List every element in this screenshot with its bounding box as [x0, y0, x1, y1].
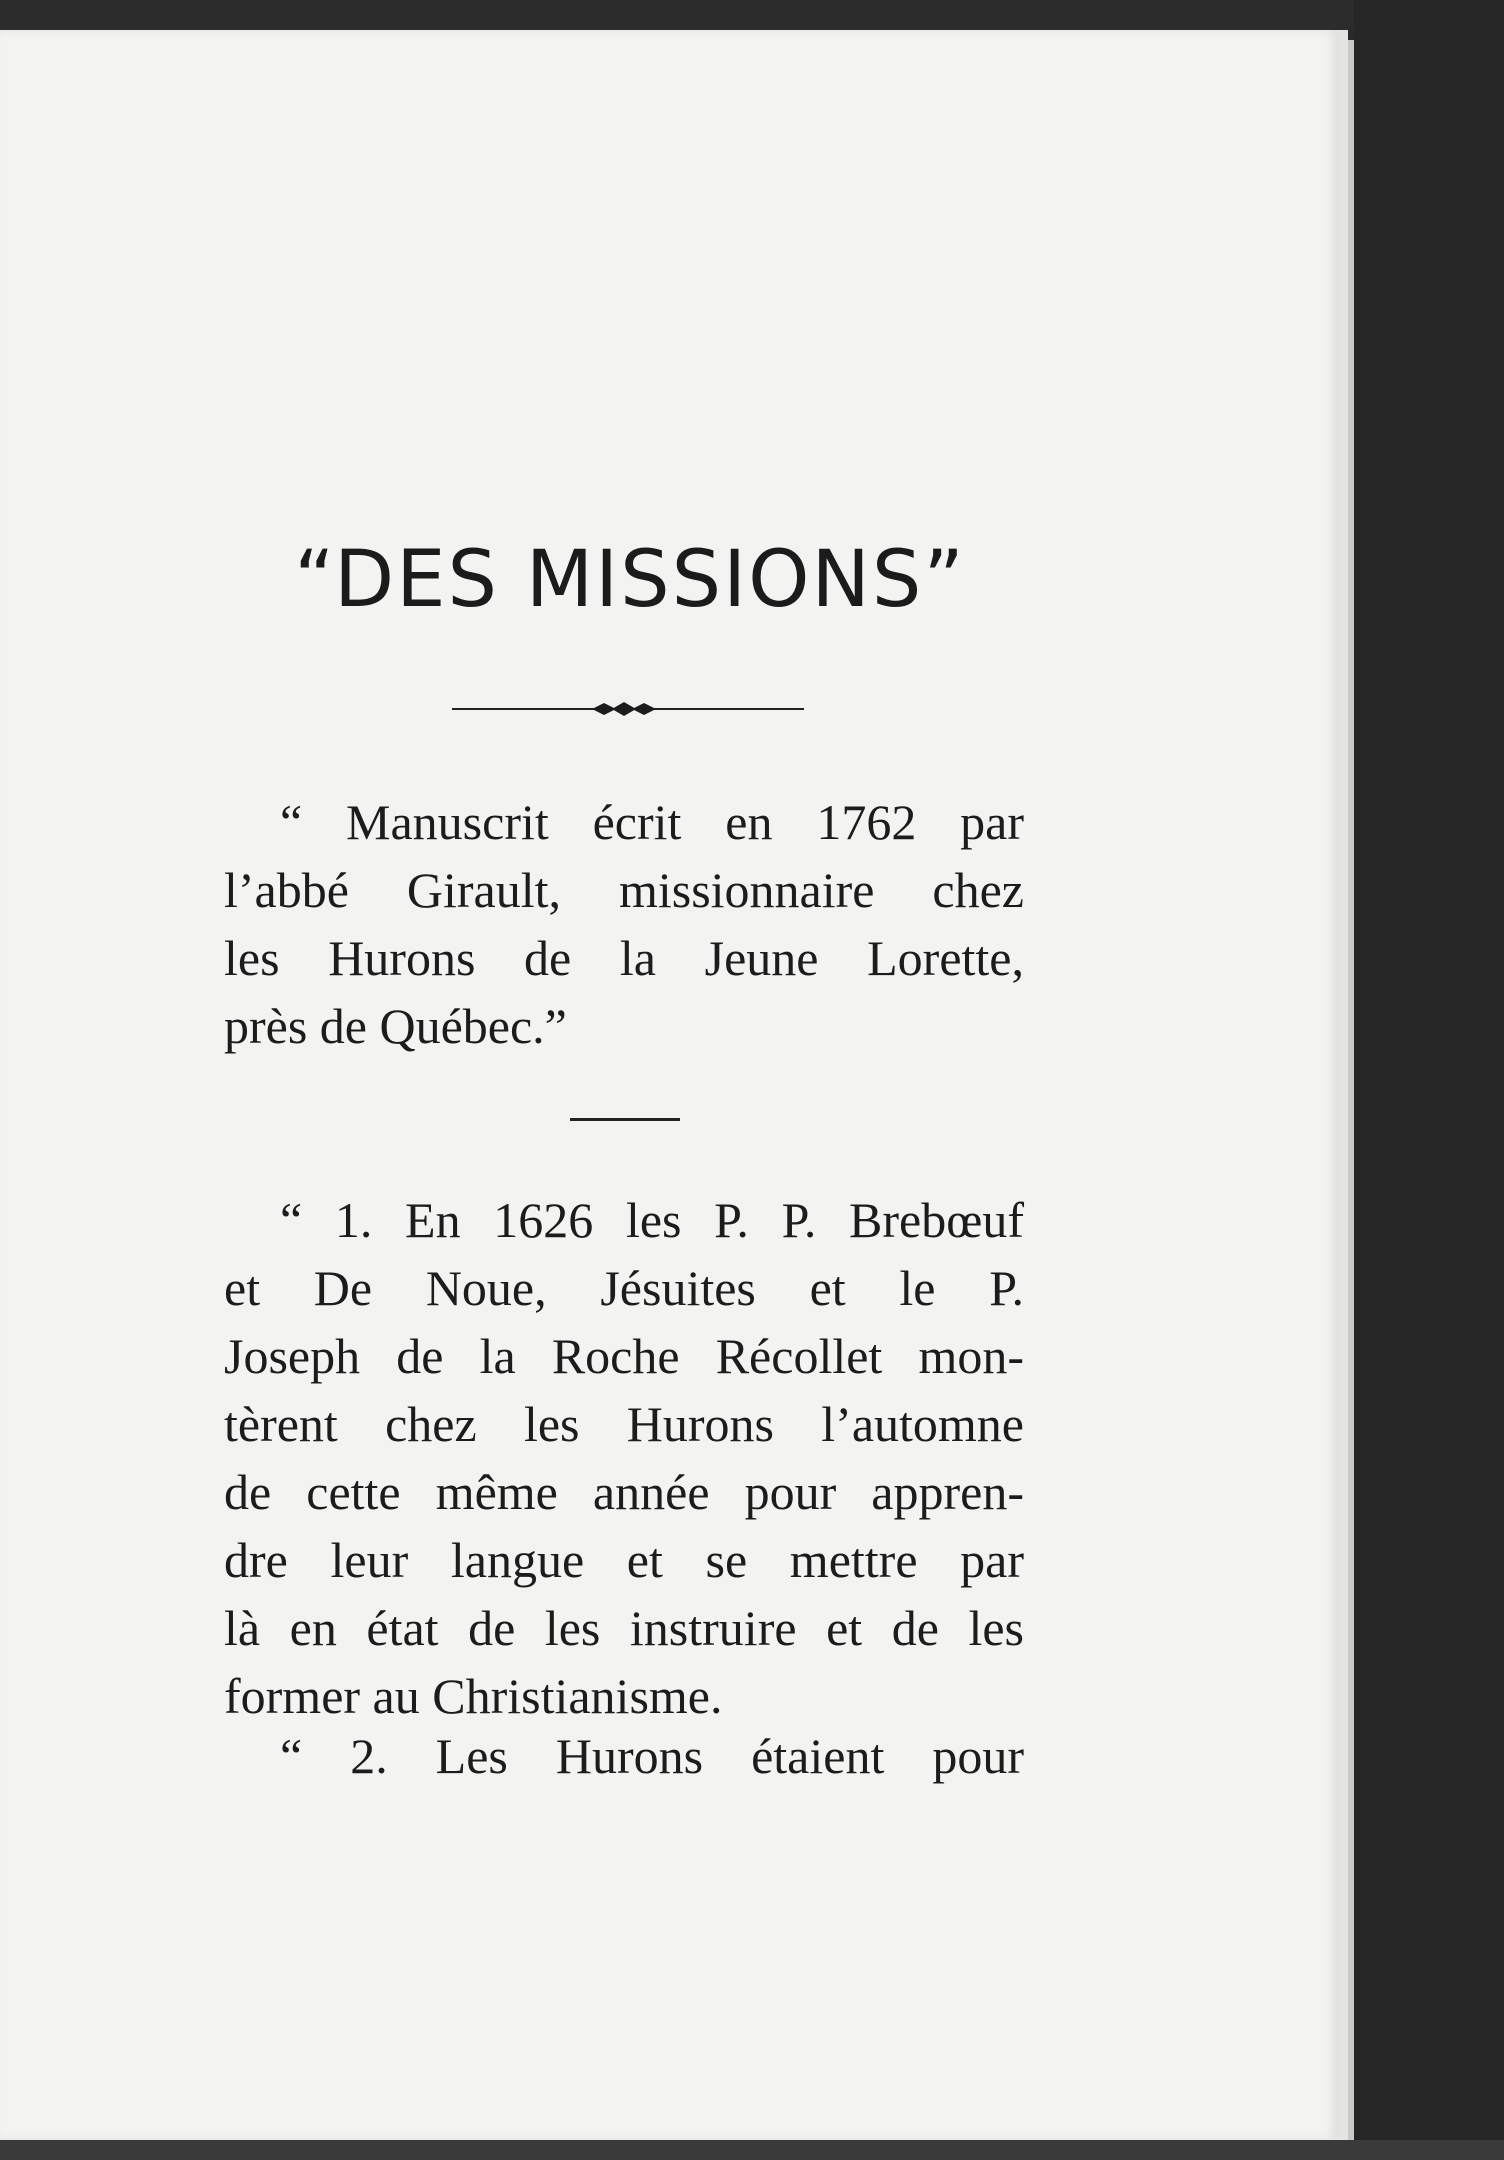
text-line: là en état de les instruire et de les	[224, 1600, 1024, 1656]
text-line: et De Noue, Jésuites et le P.	[224, 1260, 1024, 1316]
page-edge	[1338, 30, 1348, 2140]
text-line: “ 2. Les Hurons étaient pour	[280, 1728, 1024, 1784]
book-page	[0, 30, 1338, 2140]
text-line: près de Québec.”	[224, 998, 567, 1054]
text-line: “ 1. En 1626 les P. P. Brebœuf	[280, 1192, 1024, 1248]
scan-bottom-edge	[0, 2140, 1504, 2160]
intro-quote	[224, 788, 1024, 1060]
short-rule	[570, 1118, 680, 1121]
text-line: de cette même année pour appren-	[224, 1464, 1024, 1520]
page-title: “DES MISSIONS”	[294, 535, 966, 625]
text-line: tèrent chez les Hurons l’automne	[224, 1396, 1024, 1452]
scan-top-edge	[0, 0, 1504, 30]
text-line: l’abbé Girault, missionnaire chez	[224, 862, 1024, 918]
paragraph-2	[224, 1722, 1024, 1790]
scan-dark-margin	[1354, 0, 1504, 2160]
ornament-divider	[452, 696, 804, 722]
text-line: former au Christianisme.	[224, 1668, 723, 1724]
text-line: “ Manuscrit écrit en 1762 par	[280, 794, 1024, 850]
text-line: Joseph de la Roche Récollet mon-	[224, 1328, 1024, 1384]
text-line: les Hurons de la Jeune Lorette,	[224, 930, 1024, 986]
text-line: dre leur langue et se mettre par	[224, 1532, 1024, 1588]
paragraph-1	[224, 1186, 1024, 1730]
